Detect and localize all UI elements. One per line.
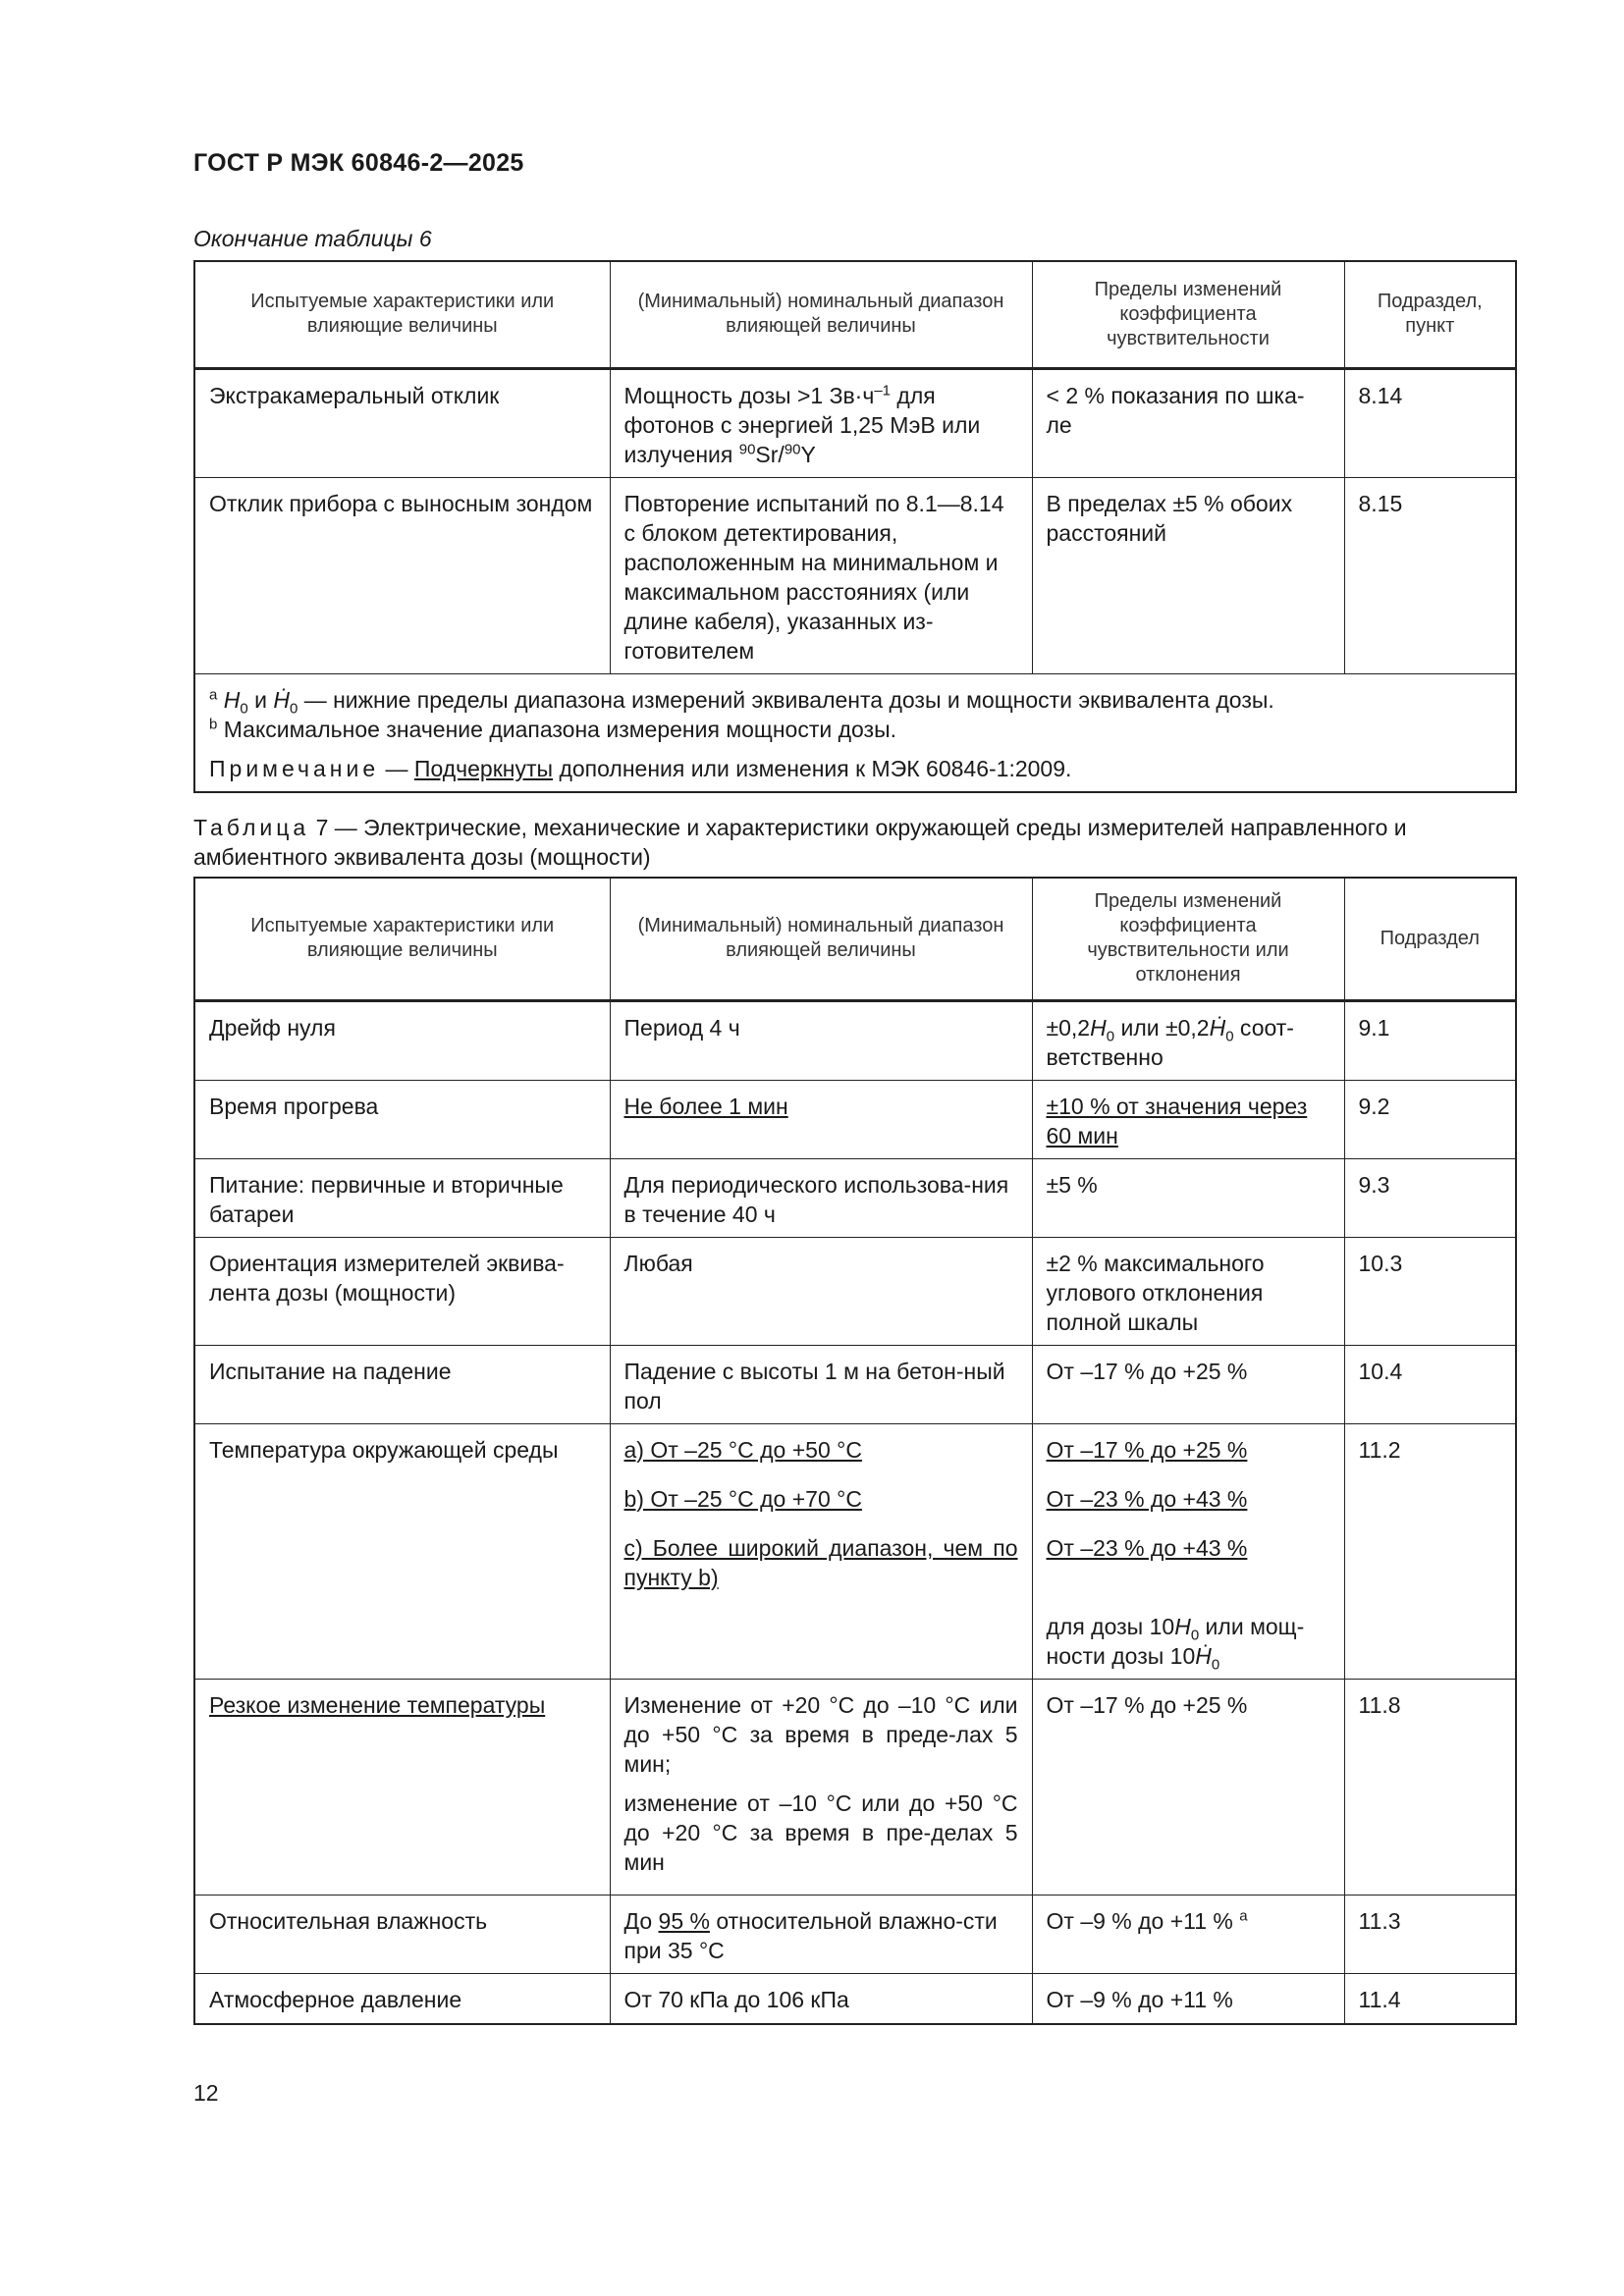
- cell-clause: 9.3: [1344, 1158, 1516, 1237]
- subscript: 0: [1225, 1028, 1234, 1045]
- cell-range: [610, 1895, 1032, 1973]
- range-text: относительной влажно-сти при 35 °С: [623, 1907, 998, 1963]
- table7-col-limits: Пределы изменений коэффициента чувствительности или отклонения: [1032, 878, 1344, 1000]
- cell-range: Любая: [610, 1237, 1032, 1345]
- table-row: [194, 1000, 1516, 1080]
- range-text: для фотонов с энергией 1,25 МэВ или излучения: [623, 382, 981, 467]
- limit-option-c: От –23 % до +43 %: [1046, 1534, 1248, 1561]
- cell-characteristic: Питание: первичные и вторичные батареи: [194, 1158, 610, 1237]
- limit-text: От –9 % до +11 %: [1046, 1907, 1240, 1934]
- table-row: [194, 1237, 1516, 1345]
- cell-clause: 11.2: [1344, 1423, 1516, 1679]
- cell-limit: [1032, 1000, 1344, 1080]
- table6-col-limits: Пределы изменений коэффициента чувствительности: [1032, 261, 1344, 368]
- range-part-b: изменение от –10 °С или до +50 °С до +20 °С за время в пре-делах 5 мин: [623, 1789, 1018, 1875]
- table-row: [194, 1895, 1516, 1973]
- note-label: Примечание: [209, 755, 380, 781]
- conjunction: и: [247, 686, 274, 713]
- footnote-text: Максимальное значение диапазона измерения мощности дозы.: [223, 716, 897, 742]
- element-symbol: Y: [800, 441, 816, 467]
- table6-col-range: (Минимальный) номинальный диапазон влияющей величины: [610, 261, 1032, 368]
- cell-range: Повторение испытаний по 8.1—8.14 с блоком детектирования, расположенным на минимальном и максимальном расстояниях (или длине кабеля), указанных из-готовителем: [610, 477, 1032, 673]
- mass-number: 90: [784, 440, 801, 457]
- cell-range: От 70 кПа до 106 кПа: [610, 1973, 1032, 2024]
- cell-limit: [1032, 1423, 1344, 1679]
- characteristic-text: Резкое изменение температуры: [209, 1691, 546, 1718]
- table-row: [194, 1345, 1516, 1423]
- cell-characteristic: Испытание на падение: [194, 1345, 610, 1423]
- range-text: До: [623, 1907, 659, 1934]
- table-6: [193, 260, 1517, 793]
- cell-clause: 11.4: [1344, 1973, 1516, 2024]
- cell-clause: 11.8: [1344, 1679, 1516, 1895]
- limit-text: ±10 % от значения через 60 мин: [1046, 1093, 1308, 1148]
- cell-range: [610, 1423, 1032, 1679]
- table-row: [194, 1080, 1516, 1158]
- table-row: [194, 1679, 1516, 1895]
- exponent: –1: [874, 381, 892, 399]
- cell-limit: [1032, 1080, 1344, 1158]
- cell-characteristic: Температура окружающей среды: [194, 1423, 610, 1679]
- limit-option-d: [1046, 1612, 1330, 1674]
- table-row: [194, 477, 1516, 673]
- cell-limit: От –9 % до +11 %: [1032, 1973, 1344, 2024]
- cell-characteristic: Ориентация измерителей эквива-лента дозы (мощности): [194, 1237, 610, 1345]
- range-part-a: Изменение от +20 °С до –10 °С или до +50 °С за время в преде-лах 5 мин;: [623, 1691, 1018, 1777]
- cell-characteristic: Отклик прибора с выносным зондом: [194, 477, 610, 673]
- cell-characteristic: Атмосферное давление: [194, 1973, 610, 2024]
- table6-footnotes: [194, 673, 1516, 792]
- limit-text: соот-ветственно: [1046, 1014, 1294, 1070]
- table6-note: [209, 754, 1501, 783]
- table7-col-clause: Подраздел: [1344, 878, 1516, 1000]
- range-option-a: а) От –25 °С до +50 °С: [623, 1436, 862, 1463]
- cell-range: [610, 1080, 1032, 1158]
- element-symbol: Sr/: [755, 441, 785, 467]
- table7-caption: [193, 813, 1514, 872]
- cell-range: Для периодического использова-ния в течение 40 ч: [610, 1158, 1032, 1237]
- cell-limit: От –17 % до +25 %: [1032, 1345, 1344, 1423]
- mass-number: 90: [738, 440, 756, 457]
- cell-characteristic: Относительная влажность: [194, 1895, 610, 1973]
- footnote-a: [209, 685, 1501, 718]
- table6-footnotes-row: [194, 673, 1516, 792]
- range-underlined: 95 %: [658, 1907, 710, 1934]
- table-row: [194, 1973, 1516, 2024]
- limit-text: или мощ-ности дозы 10: [1046, 1613, 1305, 1669]
- cell-limit: ±5 %: [1032, 1158, 1344, 1237]
- table6-continuation-caption: Окончание таблицы 6: [193, 226, 432, 251]
- table7-caption-label: Таблица: [193, 815, 310, 840]
- table6-col-clause: Подраздел, пункт: [1344, 261, 1516, 368]
- cell-limit: От –17 % до +25 %: [1032, 1679, 1344, 1895]
- range-text: Не более 1 мин: [623, 1093, 788, 1119]
- table7-col-characteristics: Испытуемые характеристики или влияющие величины: [194, 878, 610, 1000]
- subscript: 0: [240, 700, 248, 718]
- cell-clause: 10.4: [1344, 1345, 1516, 1423]
- cell-clause: 9.1: [1344, 1000, 1516, 1080]
- cell-clause: 8.14: [1344, 368, 1516, 477]
- cell-characteristic: Время прогрева: [194, 1080, 610, 1158]
- cell-range: [610, 1679, 1032, 1895]
- page-number: 12: [193, 2080, 219, 2106]
- table-7: [193, 877, 1517, 2025]
- cell-characteristic: [194, 1679, 610, 1895]
- cell-limit: ±2 % максимального углового отклонения полной шкалы: [1032, 1237, 1344, 1345]
- cell-clause: 9.2: [1344, 1080, 1516, 1158]
- note-text: дополнения или изменения к МЭК 60846-1:2009.: [553, 755, 1072, 781]
- footnote-text: — нижние пределы диапазона измерений эквивалента дозы и мощности эквивалента дозы.: [298, 686, 1274, 713]
- table7-caption-text: — Электрические, механические и характеристики окружающей среды измерителей направленного и амбиентного эквивалента дозы (мощности): [193, 815, 1407, 870]
- cell-clause: 11.3: [1344, 1895, 1516, 1973]
- table6-header-row: [194, 261, 1516, 368]
- limit-option-a: От –17 % до +25 %: [1046, 1436, 1248, 1463]
- table7-header-row: [194, 878, 1516, 1000]
- cell-characteristic: Дрейф нуля: [194, 1000, 610, 1080]
- range-text: Мощность дозы >1 Зв·ч: [623, 382, 875, 408]
- symbol-h-dot: Ḣ: [1209, 1014, 1226, 1041]
- subscript: 0: [1211, 1656, 1220, 1674]
- symbol-h-dot: Ḣ: [273, 686, 290, 713]
- table7-col-range: (Минимальный) номинальный диапазон влияющей величины: [610, 878, 1032, 1000]
- cell-range: [610, 368, 1032, 477]
- footnote-mark: b: [209, 715, 218, 732]
- note-dash: —: [379, 755, 414, 781]
- table6-col-characteristics: Испытуемые характеристики или влияющие величины: [194, 261, 610, 368]
- symbol-h: H: [1090, 1014, 1107, 1041]
- table7-caption-number: 7: [309, 815, 329, 840]
- range-option-b: b) От –25 °С до +70 °С: [623, 1485, 862, 1512]
- subscript: 0: [289, 700, 298, 718]
- note-underlined-word: Подчеркнуты: [413, 755, 554, 781]
- cell-limit: [1032, 1895, 1344, 1973]
- footnote-mark: a: [209, 685, 218, 703]
- subscript: 0: [1190, 1627, 1200, 1644]
- symbol-h: H: [223, 686, 241, 713]
- cell-range: Падение с высоты 1 м на бетон-ный пол: [610, 1345, 1032, 1423]
- table-row: [194, 368, 1516, 477]
- limit-text: или ±0,2: [1114, 1014, 1210, 1041]
- cell-limit: < 2 % показания по шка-ле: [1032, 368, 1344, 477]
- cell-limit: В пределах ±5 % обоих расстояний: [1032, 477, 1344, 673]
- table-row: [194, 1158, 1516, 1237]
- footnote-b: [209, 715, 1501, 744]
- range-option-c: с) Более широкий диапазон, чем по пункту b): [623, 1534, 1018, 1590]
- cell-characteristic: Экстракамеральный отклик: [194, 368, 610, 477]
- subscript: 0: [1106, 1028, 1115, 1045]
- table-row: [194, 1423, 1516, 1679]
- footnote-mark: a: [1239, 1906, 1248, 1924]
- cell-clause: 8.15: [1344, 477, 1516, 673]
- symbol-h-dot: Ḣ: [1195, 1642, 1212, 1669]
- limit-text: ±0,2: [1046, 1014, 1091, 1041]
- document-code-header: ГОСТ Р МЭК 60846-2—2025: [193, 149, 524, 177]
- symbol-h: H: [1174, 1613, 1191, 1639]
- cell-range: Период 4 ч: [610, 1000, 1032, 1080]
- limit-option-b: От –23 % до +43 %: [1046, 1485, 1248, 1512]
- limit-text: для дозы 10: [1046, 1613, 1175, 1639]
- cell-clause: 10.3: [1344, 1237, 1516, 1345]
